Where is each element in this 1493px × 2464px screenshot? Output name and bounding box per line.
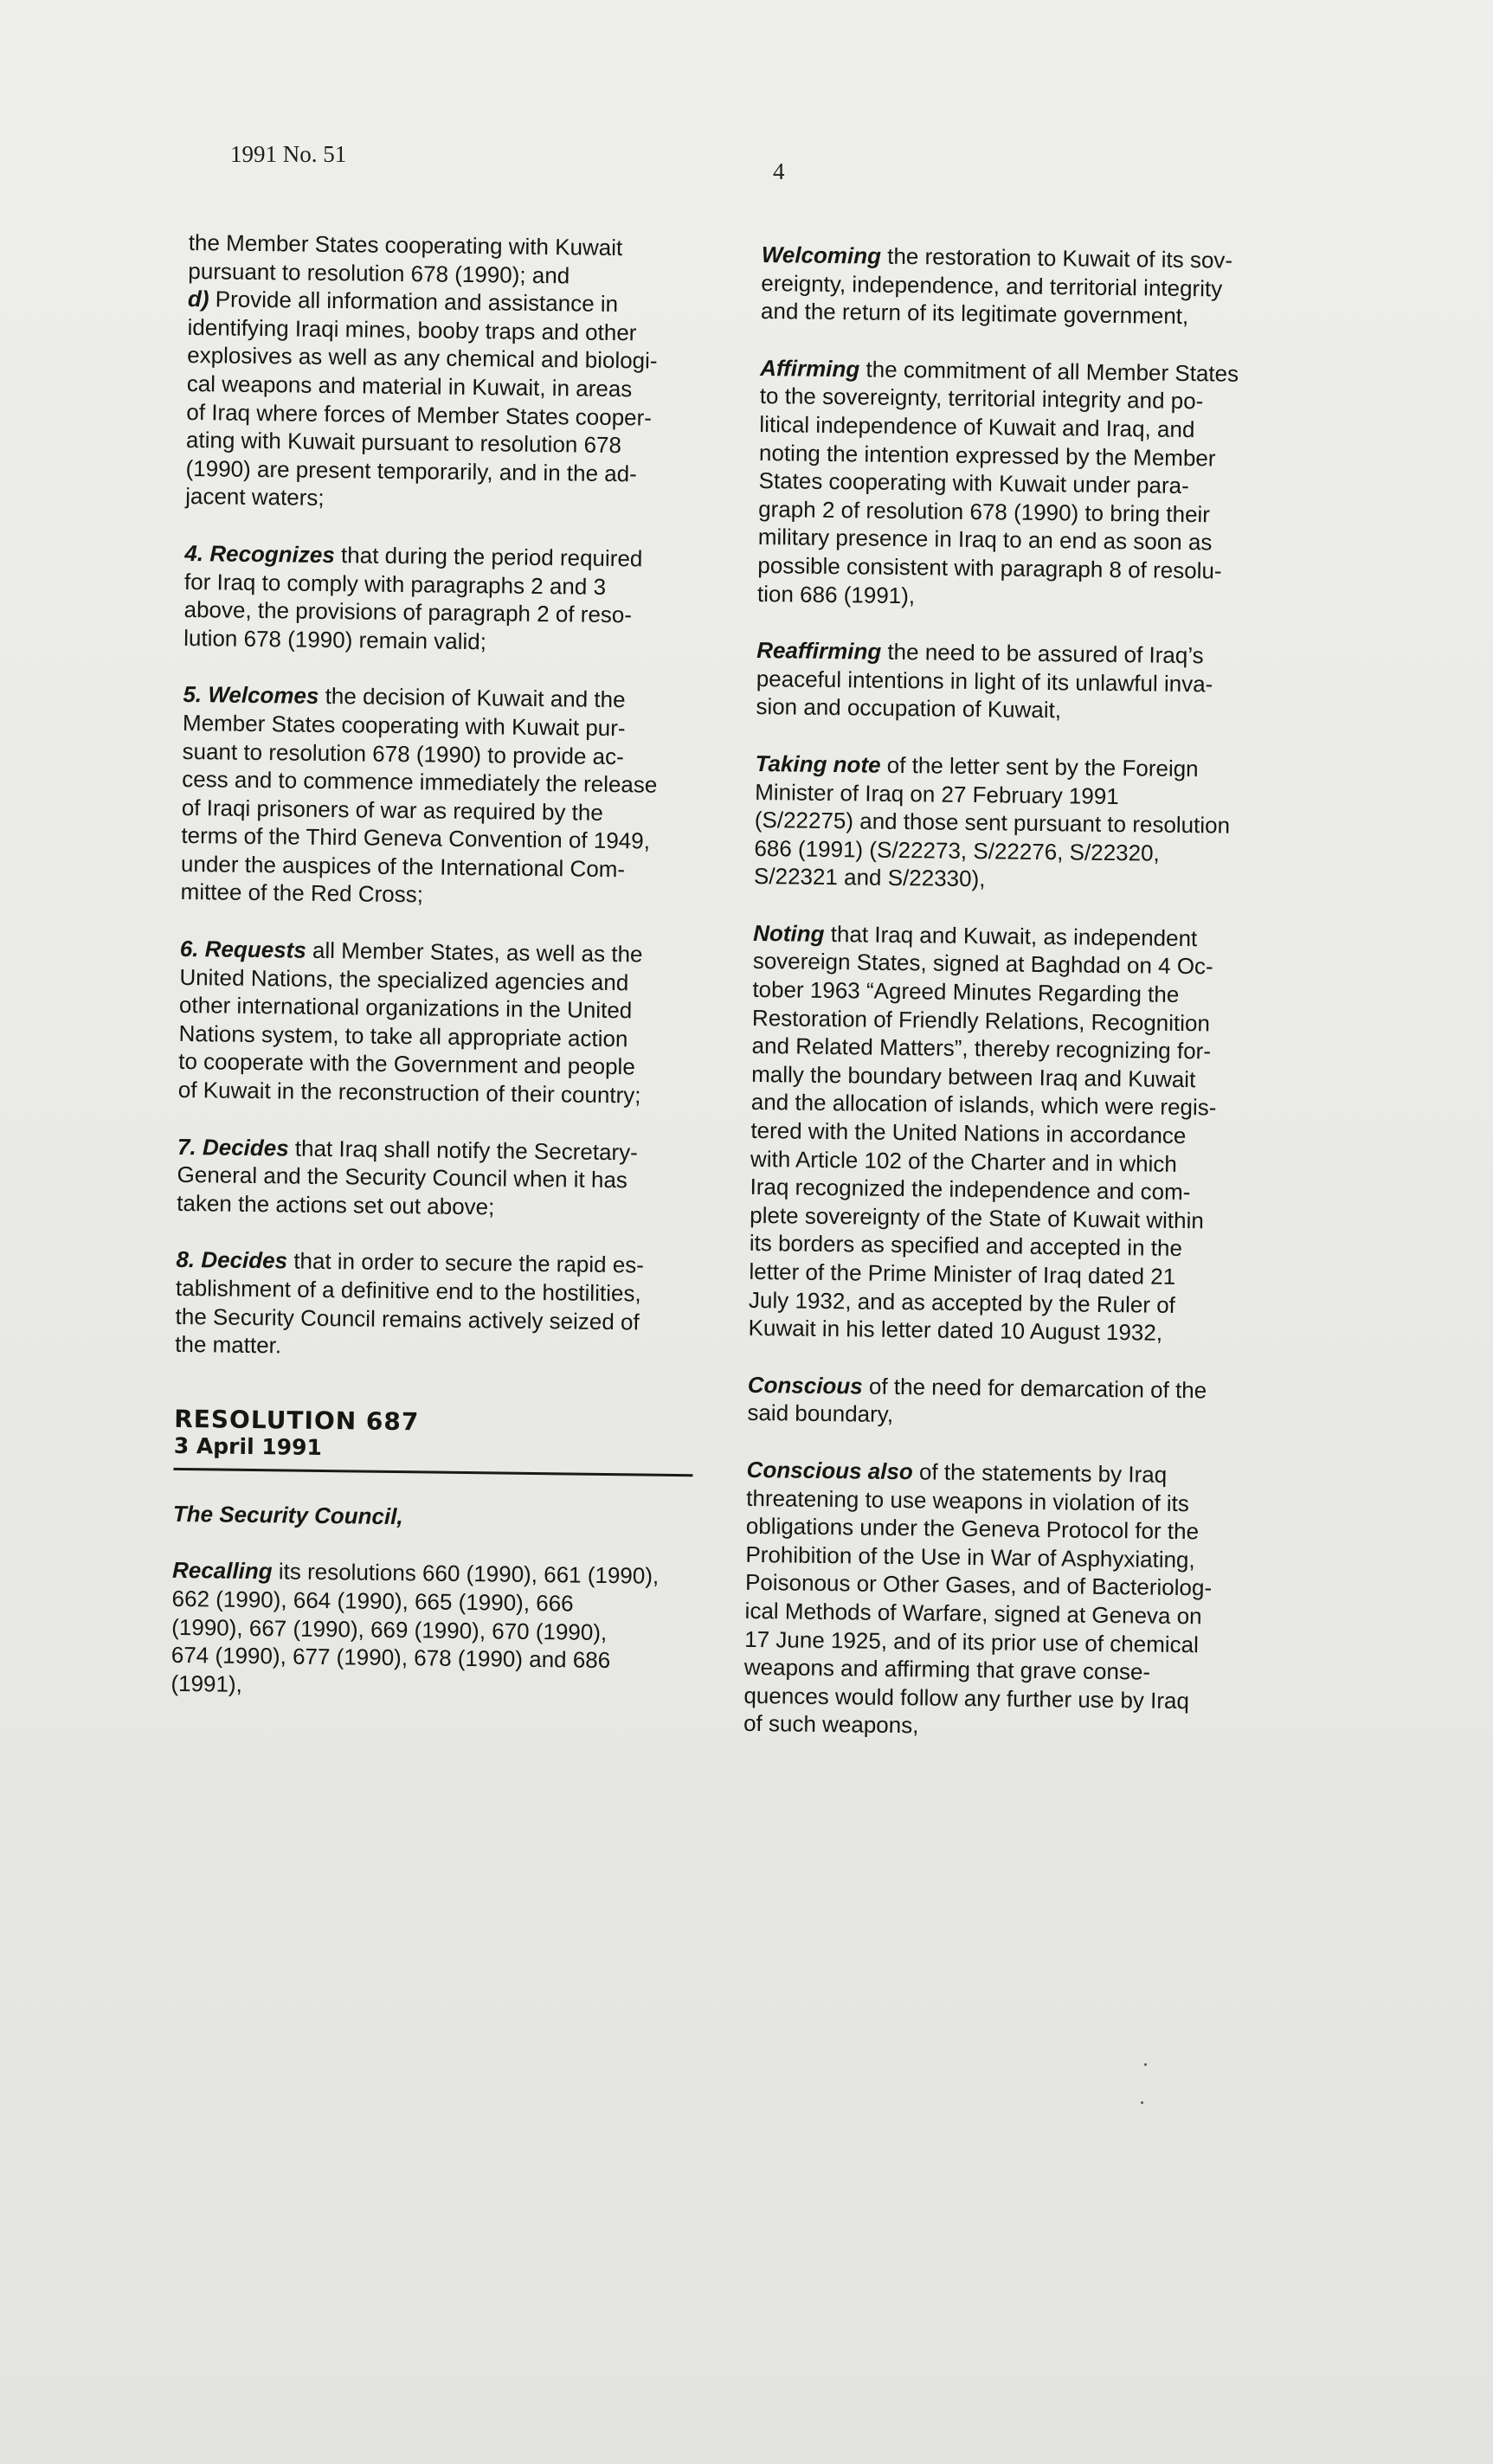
paragraph-5 <box>180 680 702 912</box>
scan-speck <box>1144 2063 1147 2066</box>
paragraph-text: its resolutions 660 (1990), 661 (1990), 662 (1990), 664 (1990), 665 (1990), 666 (1990), 667 (1990), 669 (1990), 670 (1990), 674 (1990), 677 (1990), 678 (1990) and 686 (1991), <box>171 1558 660 1697</box>
paragraph-lead: Recalling <box>171 1557 273 1585</box>
paragraph-text: that Iraq shall notify the Secretary- General and the Security Council when it has taken the actions set out above; <box>177 1135 639 1220</box>
paragraph-text: of the letter sent by the Foreign Minister of Iraq on 27 February 1991 (S/22275) and those sent pursuant to resolution 686 (1991) (S/22273, S/22276, S/22320, S/22321 and S/22330), <box>753 751 1231 892</box>
paragraph-text: the need to be assured of Iraq’s peaceful intentions in light of its unlawful inva- sion and occupation of Kuwait, <box>756 638 1213 724</box>
paragraph-lead: 7. Decides <box>177 1133 289 1161</box>
paragraph-lead: Affirming <box>760 354 860 383</box>
left-column <box>171 228 708 1733</box>
page-number: 4 <box>773 158 785 184</box>
scan-speck <box>1141 2101 1143 2104</box>
heading-rule <box>173 1468 692 1476</box>
resolution-title: RESOLUTION 687 <box>173 1404 420 1437</box>
noting-paragraph <box>748 919 1307 1349</box>
resolution-heading-block <box>173 1406 693 1476</box>
paragraph-8 <box>175 1245 696 1365</box>
paragraph-text: the commitment of all Member States to the sovereignty, territorial integrity and po- litical independence of Kuwait and Iraq, and noting the intention expressed by the Member States cooperating with Kuwait under para- graph 2 of resolution 678 (1990) to bring their military presence in Iraq to an end as soon as possible consistent with paragraph 8 of resolu- tion 686 (1991), <box>756 356 1239 608</box>
continuation-paragraph: the Member States cooperating with Kuwait pursuant to resolution 678 (1990); and <box>188 228 623 288</box>
paragraph-text: that in order to secure the rapid es- tablishment of a definitive end to the hostilities, the Security Council remains actively seized of the matter. <box>175 1247 645 1359</box>
paragraph-text: of the need for demarcation of the said boundary, <box>747 1373 1207 1428</box>
paragraph-text: that during the period required for Iraq to comply with paragraphs 2 and 3 above, the provisions of paragraph 2 of reso- lution 678 (1990) remain valid; <box>183 542 643 654</box>
paragraph-3d <box>185 285 707 517</box>
paragraph-text: the decision of Kuwait and the Member States cooperating with Kuwait pur- suant to resolution 678 (1990) to provide ac- cess and to commence immediately the release of Iraqi prisoners of war as required by the terms of the Third Geneva Convention of 1949, under the auspices of the International Com- mittee of the Red Cross; <box>180 683 658 908</box>
paragraph-lead: 6. Requests <box>179 936 306 963</box>
right-column <box>743 241 1315 1773</box>
paragraph-lead: Welcoming <box>761 241 882 269</box>
paragraph-lead: Reaffirming <box>756 637 882 665</box>
welcoming-paragraph <box>761 241 1316 332</box>
paragraph-lead: Conscious also <box>746 1456 913 1485</box>
recalling-paragraph <box>171 1556 692 1703</box>
paragraph-text: all Member States, as well as the United Nations, the specialized agencies and other international organizations in the United Nations system, to take all appropriate action to cooperate with the Government and people of Kuwait in the reconstruction of their country; <box>177 936 643 1109</box>
resolution-date: 3 April 1991 <box>173 1432 323 1460</box>
paragraph-7 <box>177 1133 697 1224</box>
affirming-paragraph <box>757 354 1315 614</box>
paragraph-text: the restoration to Kuwait of its sov- ereignty, independence, and territorial integrity and the return of its legitimate government, <box>760 242 1233 330</box>
reaffirming-paragraph <box>756 636 1310 728</box>
paragraph-lead: 8. Decides <box>176 1246 288 1274</box>
paragraph-lead: 5. Welcomes <box>183 681 319 710</box>
paragraph-text: that Iraq and Kuwait, as independent sovereign States, signed at Baghdad on 4 Oc- tober 1963 “Agreed Minutes Regarding the Restoration of Friendly Relations, Recognition and Related Matters”, thereby recognizing for- mally the boundary between Iraq and Kuwait and the allocation of islands, which were regis- tered with the United Nations in accordance with Article 102 of the Charter and in which Iraq recognized the independence and com- plete sovereignty of the State of Kuwait within its borders as specified and accepted in the letter of the Prime Minister of Iraq dated 21 July 1932, and as accepted by the Ruler of Kuwait in his letter dated 10 August 1932, <box>748 920 1217 1346</box>
paragraph-6 <box>178 935 699 1110</box>
paragraph-lead: Conscious <box>747 1371 863 1399</box>
taking-note-paragraph <box>754 749 1310 897</box>
paragraph-4 <box>183 539 705 659</box>
paragraph-lead: Noting <box>753 919 825 947</box>
paragraph-lead: 4. Recognizes <box>184 539 335 569</box>
document-reference: 1991 No. 51 <box>230 141 347 167</box>
paragraph-lead: Taking note <box>755 749 881 778</box>
paragraph-lead: d) <box>187 286 209 312</box>
conscious-also-paragraph <box>743 1456 1301 1745</box>
paragraph-text: of the statements by Iraq threatening to use weapons in violation of its obligations under the Geneva Protocol for the Prohibition of the Use in War of Asphyxiating, Poisonous or Other Gases, and of Bacteriolog- ical Methods of Warfare, signed at Geneva on 17 June 1925, and of its prior use of chemical weapons and affirming that grave conse- quences would follow any further use by Iraq of such weapons, <box>743 1458 1213 1739</box>
paragraph-text: Provide all information and assistance in identifying Iraqi mines, booby traps and other explosives as well as any chemical and biologi- cal weapons and material in Kuwait, in areas of Iraq where forces of Member States cooper- ating with Kuwait pursuant to resolution 678 (1990) are present temporarily, and in the ad- jacent waters; <box>185 286 658 511</box>
conscious-paragraph <box>747 1371 1302 1434</box>
body-heading: The Security Council, <box>172 1500 403 1529</box>
